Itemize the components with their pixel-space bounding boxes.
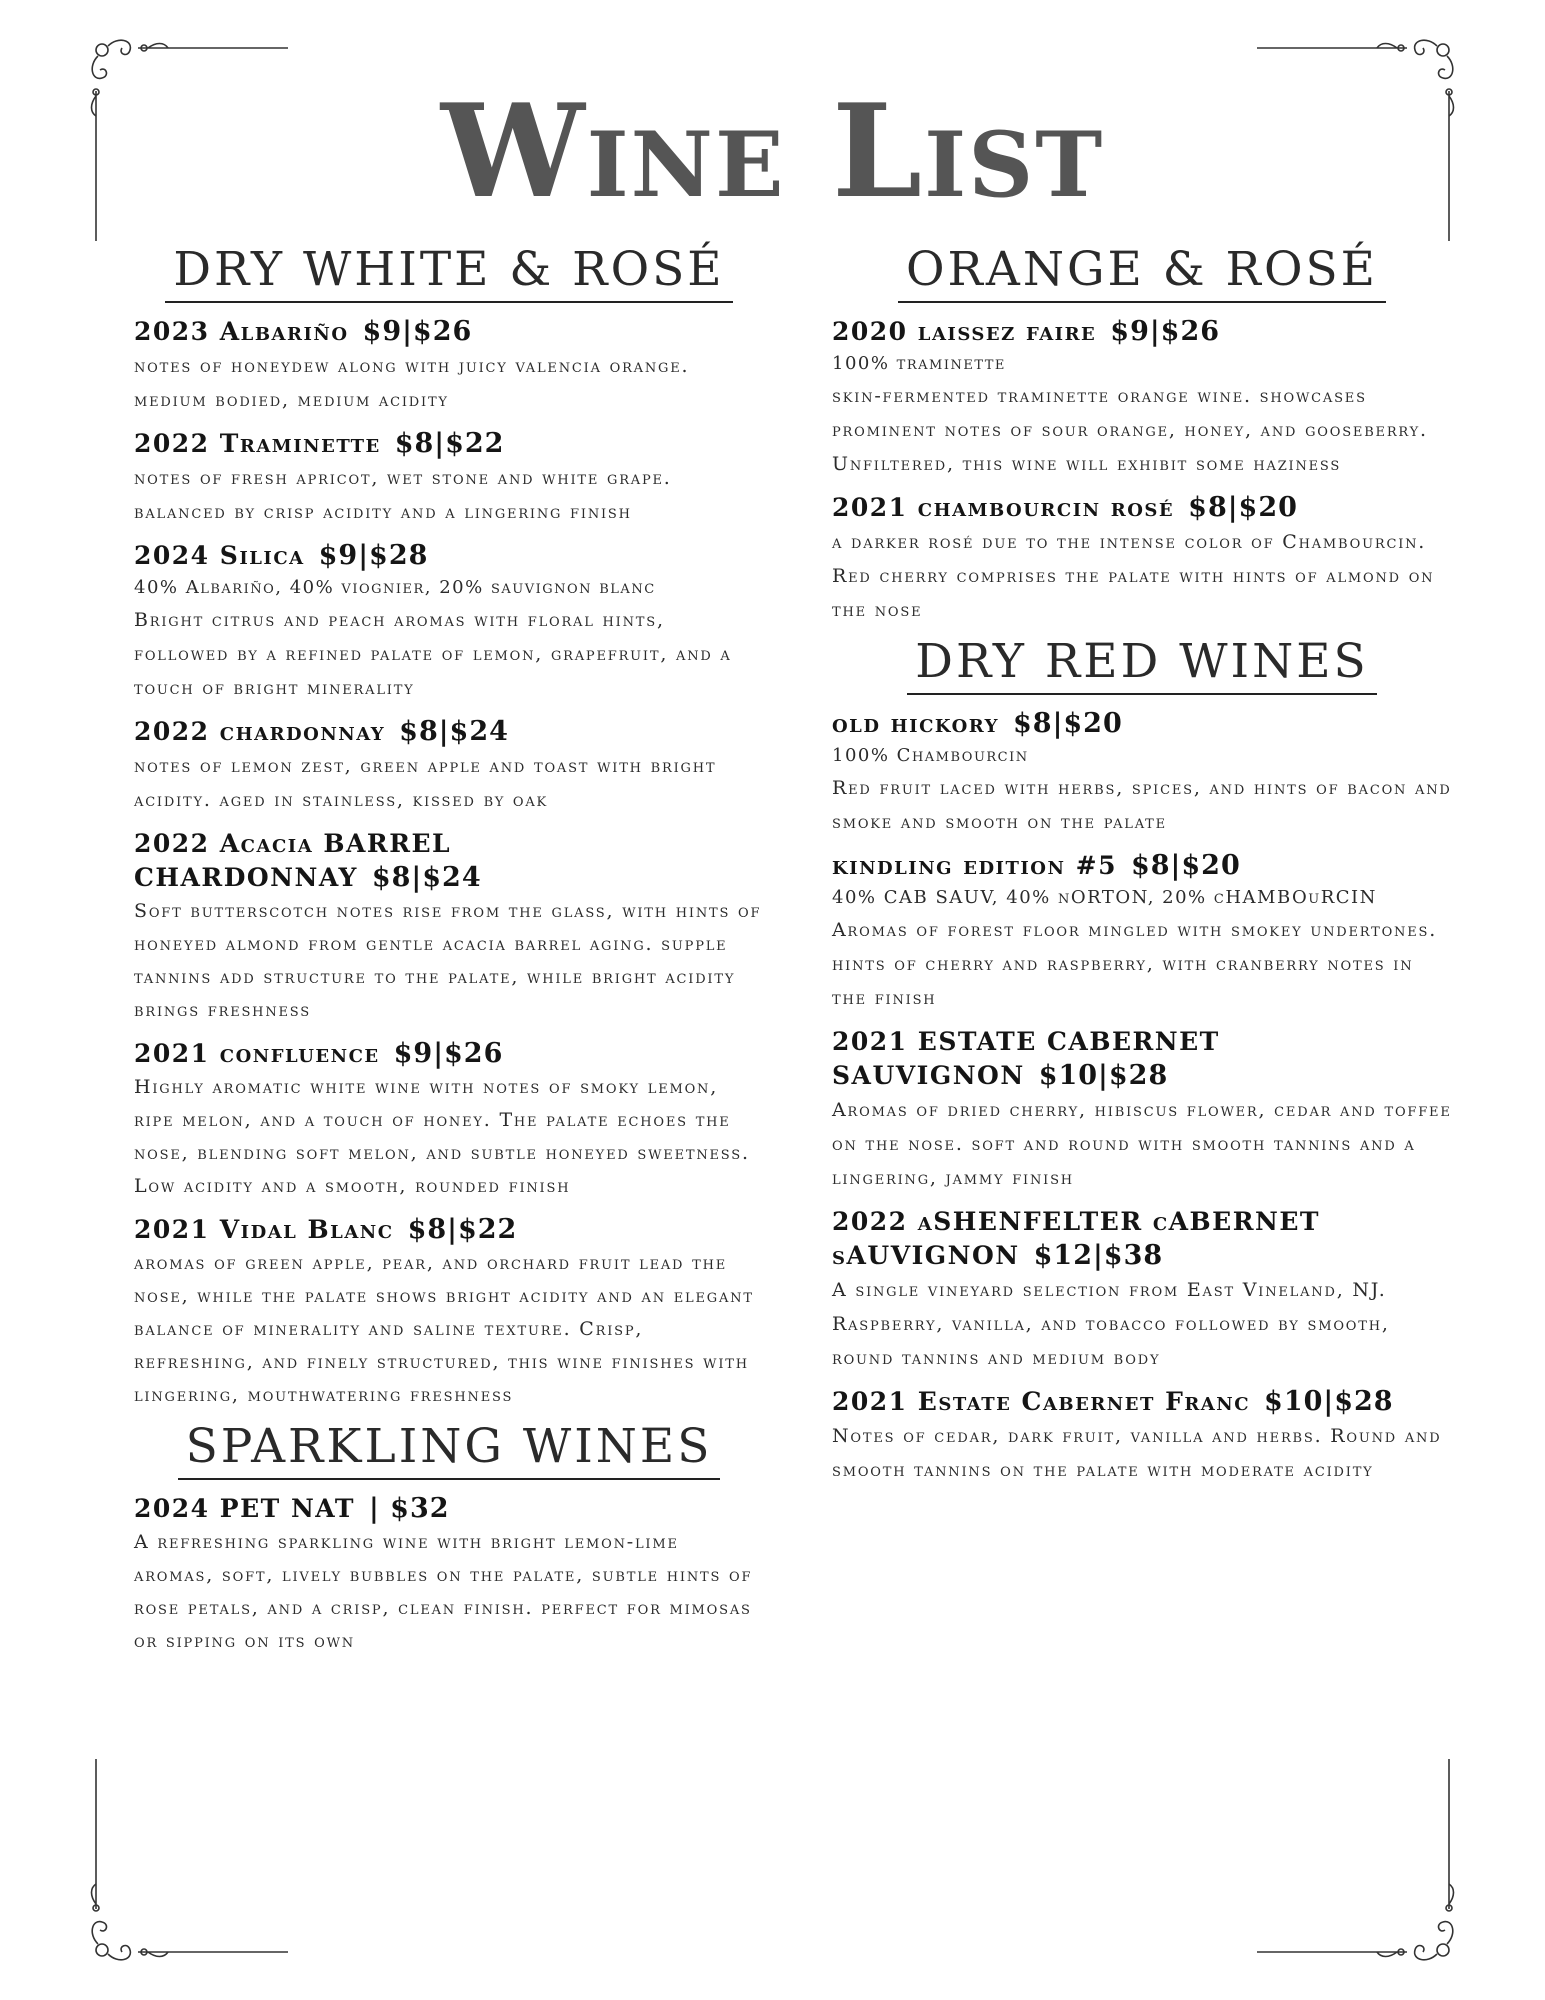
wine-description: notes of fresh apricot, wet stone and white grape. balanced by crisp acidity and a lingering finish xyxy=(134,467,672,523)
wine-description: skin-fermented traminette orange wine. showcases prominent notes of sour orange, honey, and gooseberry. Unfiltered, this wine will exhibit some haziness xyxy=(832,385,1428,475)
wine-blend: 40% Albariño, 40% viognier, 20% sauvignon blanc xyxy=(134,577,656,598)
section-heading: SPARKLING WINES xyxy=(178,1422,721,1480)
wine-item xyxy=(832,1205,1452,1375)
wine-name: 2024 PET NAT xyxy=(134,1494,355,1523)
wine-description: notes of honeydew along with juicy valencia orange. medium bodied, medium acidity xyxy=(134,355,690,411)
wine-blend: 100% traminette xyxy=(832,353,1006,374)
page-title: Wine List xyxy=(440,77,1105,227)
corner-ornament-bottom-right xyxy=(1217,1724,1457,1964)
left-column xyxy=(134,242,764,1668)
wine-item xyxy=(134,1213,764,1412)
wine-description: Soft butterscotch notes rise from the glass, with hints of honeyed almond from gentle acacia barrel aging. supple tannins add structure to the palate, while bright acidity brings freshness xyxy=(134,900,762,1021)
wine-name: 2021 Estate Cabernet Franc xyxy=(832,1387,1251,1416)
wine-blend: 100% Chambourcin xyxy=(832,745,1029,766)
wine-price: $10|$28 xyxy=(1264,1386,1394,1417)
wine-name: 2021 ESTATE CABERNET SAUVIGNON xyxy=(832,1027,1220,1090)
wine-description: a darker rosé due to the intense color of Chambourcin. Red cherry comprises the palate with hints of almond on the nose xyxy=(832,531,1435,621)
wine-price: $10|$28 xyxy=(1038,1060,1169,1091)
wine-price: $8|$24 xyxy=(371,862,482,893)
wine-price: $9|$26 xyxy=(1110,316,1221,347)
wine-name: 2022 Acacia BARREL CHARDONNAY xyxy=(134,829,452,892)
wine-blend: 40% CAB SAUV, 40% nORTON, 20% cHAMBOuRCIN xyxy=(832,887,1377,908)
wine-price: $8|$24 xyxy=(399,716,509,747)
section-orange xyxy=(832,242,1452,303)
wine-description: Notes of cedar, dark fruit, vanilla and herbs. Round and smooth tannins on the palate with moderate acidity xyxy=(832,1425,1442,1481)
wine-price: $9|$26 xyxy=(393,1038,504,1069)
wine-item xyxy=(134,427,764,529)
section-heading: DRY WHITE & ROSÉ xyxy=(165,245,732,303)
wine-name: 2022 aSHENFELTER cABERNET sAUVIGNON xyxy=(832,1207,1321,1270)
wine-item xyxy=(832,315,1452,481)
wine-description: Bright citrus and peach aromas with floral hints, followed by a refined palate of lemon, grapefruit, and a touch of bright minerality xyxy=(134,609,732,699)
wine-item xyxy=(134,827,764,1027)
section-heading: DRY RED WINES xyxy=(907,637,1376,695)
wine-name: 2021 chambourcin rosé xyxy=(832,493,1175,522)
wine-price: | $32 xyxy=(368,1493,450,1524)
wine-name: 2022 chardonnay xyxy=(134,717,386,746)
right-column xyxy=(832,242,1452,1497)
wine-price: $8|$20 xyxy=(1013,708,1123,739)
wine-price: $8|$22 xyxy=(407,1214,518,1245)
wine-price: $9|$26 xyxy=(362,316,473,347)
section-heading: ORANGE & ROSÉ xyxy=(898,245,1386,303)
wine-name: 2022 Traminette xyxy=(134,429,381,458)
wine-description: notes of lemon zest, green apple and toast with bright acidity. aged in stainless, kissed by oak xyxy=(134,755,717,811)
section-sparkling xyxy=(134,1419,764,1480)
wine-description: Red fruit laced with herbs, spices, and hints of bacon and smoke and smooth on the palate xyxy=(832,777,1452,833)
wine-item xyxy=(832,491,1452,627)
wine-item xyxy=(832,1385,1452,1487)
wine-item xyxy=(832,1025,1452,1195)
wine-price: $12|$38 xyxy=(1033,1240,1164,1271)
wine-item xyxy=(134,1492,764,1658)
corner-ornament-bottom-left xyxy=(88,1724,328,1964)
wine-item xyxy=(134,1037,764,1203)
wine-name: 2021 Vidal Blanc xyxy=(134,1215,394,1244)
wine-price: $9|$28 xyxy=(318,540,429,571)
wine-item xyxy=(134,315,764,417)
wine-name: 2020 laissez faire xyxy=(832,317,1097,346)
wine-price: $8|$20 xyxy=(1130,850,1241,881)
section-dry-white xyxy=(134,242,764,303)
wine-description: A refreshing sparkling wine with bright lemon-lime aromas, soft, lively bubbles on the palate, subtle hints of rose petals, and a crisp, clean finish. perfect for mimosas or sipping on its own xyxy=(134,1531,753,1652)
wine-item xyxy=(832,707,1452,839)
wine-price: $8|$20 xyxy=(1188,492,1298,523)
wine-description: aromas of green apple, pear, and orchard fruit lead the nose, while the palate shows bright acidity and an elegant balance of minerality and saline texture. Crisp, refreshing, and finely structured, this wine finishes with lingering, mouthwatering freshness xyxy=(134,1252,754,1406)
wine-name: 2021 confluence xyxy=(134,1039,380,1068)
wine-description: Aromas of dried cherry, hibiscus flower, cedar and toffee on the nose. soft and round with smooth tannins and a lingering, jammy finish xyxy=(832,1099,1452,1189)
wine-description: Aromas of forest floor mingled with smokey undertones. hints of cherry and raspberry, with cranberry notes in the finish xyxy=(832,919,1438,1009)
wine-name: kindling edition #5 xyxy=(832,851,1117,880)
wine-item xyxy=(134,539,764,705)
wine-price: $8|$22 xyxy=(394,428,505,459)
wine-description: Highly aromatic white wine with notes of smoky lemon, ripe melon, and a touch of honey. The palate echoes the nose, blending soft melon, and subtle honeyed sweetness. Low acidity and a smooth, rounded finish xyxy=(134,1076,750,1197)
wine-item xyxy=(134,715,764,817)
wine-description: A single vineyard selection from East Vineland, NJ. Raspberry, vanilla, and tobacco followed by smooth, round tannins and medium body xyxy=(832,1279,1390,1369)
wine-name: old hickory xyxy=(832,709,999,738)
wine-name: 2024 Silica xyxy=(134,541,305,570)
wine-item xyxy=(832,849,1452,1015)
wine-name: 2023 Albariño xyxy=(134,317,349,346)
section-dry-red xyxy=(832,634,1452,695)
